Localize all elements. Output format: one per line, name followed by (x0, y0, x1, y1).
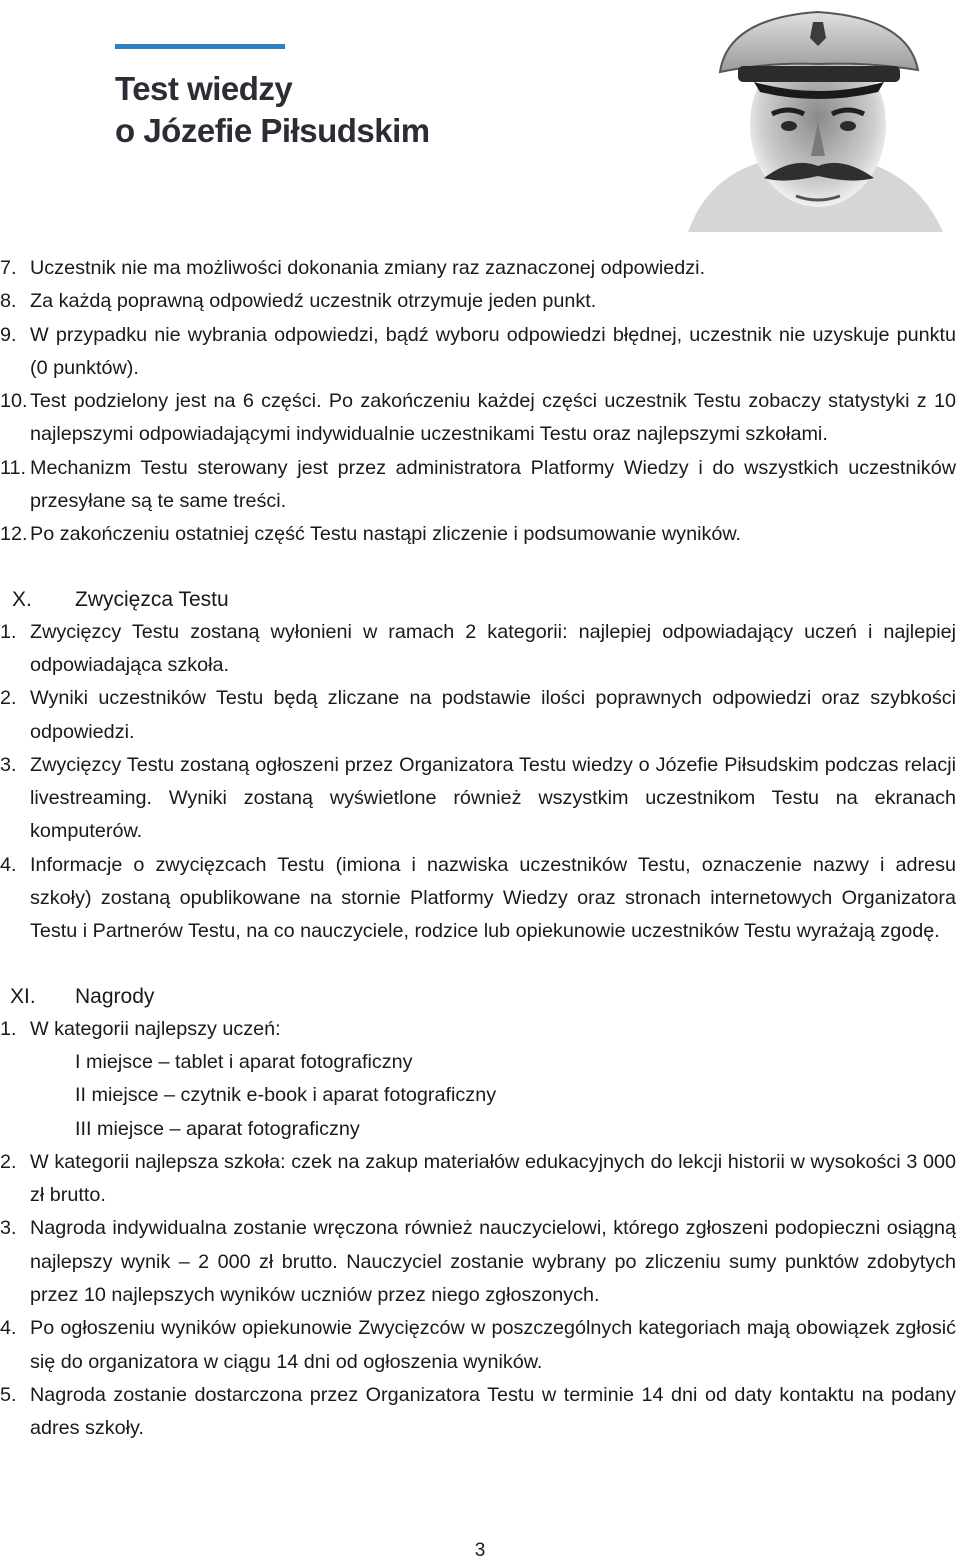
accent-bar (115, 44, 285, 49)
section-heading-winner (0, 583, 960, 616)
item-number: 2. (0, 1150, 17, 1173)
item-number: 8. (0, 290, 17, 313)
item-text: Uczestnik nie ma możliwości dokonania zmiany raz zaznaczonej odpowiedzi. (30, 257, 706, 279)
item-text: Po zakończeniu ostatniej część Testu nastąpi zliczenie i podsumowanie wyników. (30, 523, 742, 546)
list-item (0, 518, 960, 551)
item-text: Zwycięzcy Testu zostaną wyłonieni w ramach 2 kategorii: najlepiej odpowiadający uczeń i najlepiej odpowiadająca szkoła. (30, 620, 956, 676)
item-text: Zwycięzcy Testu zostaną ogłoszeni przez Organizatora Testu wiedzy o Józefie Piłsudskim podczas relacji livestreaming. Wyniki zostaną wyświetlone również wszystkim uczestnikom Testu na ekranach komputerów. (30, 753, 956, 843)
section-heading-prizes (0, 980, 960, 1013)
item-text: Nagroda indywidualna zostanie wręczona również nauczycielowi, którego zgłoszeni podopieczni osiągną najlepszy wynik – 2 000 zł brutto. Nauczyciel zostanie wybrany po zliczeniu sumy punktów zdobytych przez 10 najlepszych wyników uczniów przez niego zgłoszonych. (30, 1217, 956, 1307)
list-item (0, 682, 960, 749)
item-text: Za każdą poprawną odpowiedź uczestnik otrzymuje jeden punkt. (30, 290, 597, 313)
list-item (0, 1146, 960, 1213)
list-item (0, 1013, 960, 1046)
list-item (0, 452, 960, 519)
item-text: W kategorii najlepsza szkoła: czek na zakup materiałów edukacyjnych do lekcji historii w wysokości 3 000 zł brutto. (30, 1150, 956, 1207)
item-text: Wyniki uczestników Testu będą zliczane na podstawie ilości poprawnych odpowiedzi oraz szybkości odpowiedzi. (30, 687, 956, 743)
item-number: 11. (0, 456, 27, 479)
prize-third-place: III miejsce – aparat fotograficzny (75, 1117, 360, 1140)
list-item (0, 319, 960, 386)
list-item (0, 1212, 960, 1312)
section-title: Nagrody (75, 984, 155, 1008)
item-number: 2. (0, 687, 17, 710)
item-text: Po ogłoszeniu wyników opiekunowie Zwycięzców w poszczególnych kategoriach mają obowiązek zgłosić się do organizatora w ciągu 14 dni od ogłoszenia wyników. (30, 1317, 956, 1373)
item-text: Informacje o zwycięzcach Testu (imiona i nazwiska uczestników Testu, oznaczenie nazwy i adresu szkoły) zostaną opublikowane na stornie Platformy Wiedzy oraz stronach internetowych Organizatora Testu i Partnerów Testu, na co nauczyciele, rodzice lub opiekunowie uczestników Testu wyrażają zgodę. (30, 853, 956, 943)
list-item (0, 285, 960, 318)
item-number: 7. (0, 257, 17, 279)
item-number: 3. (0, 1217, 17, 1240)
item-number: 12. (0, 523, 28, 546)
item-text: W przypadku nie wybrania odpowiedzi, bądź wyboru odpowiedzi błędnej, uczestnik nie uzyskuje punktu (0 punktów). (30, 323, 956, 379)
item-number: 9. (0, 323, 17, 346)
item-text: Mechanizm Testu sterowany jest przez administratora Platformy Wiedzy i do wszystkich uczestników przesyłane są te same treści. (30, 456, 956, 513)
winner-list (0, 616, 960, 949)
prize-second-place: II miejsce – czytnik e-book i aparat fotograficzny (75, 1084, 497, 1107)
prizes-list (0, 1013, 960, 1046)
item-number: 5. (0, 1383, 17, 1406)
section-number: XI. (10, 984, 36, 1008)
list-item (0, 252, 960, 285)
list-item (0, 1312, 960, 1379)
section-number: X. (12, 587, 32, 611)
list-item (0, 385, 960, 452)
section-title: Zwycięzca Testu (75, 587, 229, 611)
page-number: 3 (474, 1540, 486, 1561)
list-item (0, 616, 960, 683)
document-title (115, 68, 430, 152)
prize-first-place: I miejsce – tablet i aparat fotograficzny (75, 1050, 413, 1073)
item-number: 3. (0, 753, 17, 776)
list-item (0, 849, 960, 949)
item-text: Test podzielony jest na 6 części. Po zakończeniu każdej części uczestnik Testu zobaczy statystyki z 10 najlepszymi odpowiadającymi indywidualnie uczestnikami Testu oraz najlepszymi szkołami. (30, 390, 956, 446)
prizes-list-continued (0, 1146, 960, 1446)
item-number: 4. (0, 1317, 17, 1340)
title-line-1: Test wiedzy (115, 70, 293, 107)
document-body (0, 252, 960, 1446)
title-line-2: o Józefie Piłsudskim (115, 112, 430, 149)
list-item (0, 1379, 960, 1446)
item-number: 1. (0, 1017, 17, 1040)
item-text: Nagroda zostanie dostarczona przez Organizatora Testu w terminie 14 dni od daty kontaktu na podany adres szkoły. (30, 1383, 956, 1440)
list-item (0, 749, 960, 849)
rules-list (0, 252, 960, 552)
portrait-photo-icon (668, 0, 960, 232)
item-number: 1. (0, 620, 17, 643)
item-text: W kategorii najlepszy uczeń: (30, 1017, 281, 1040)
item-number: 4. (0, 853, 17, 876)
item-number: 10. (0, 390, 28, 413)
page-header (0, 0, 960, 240)
